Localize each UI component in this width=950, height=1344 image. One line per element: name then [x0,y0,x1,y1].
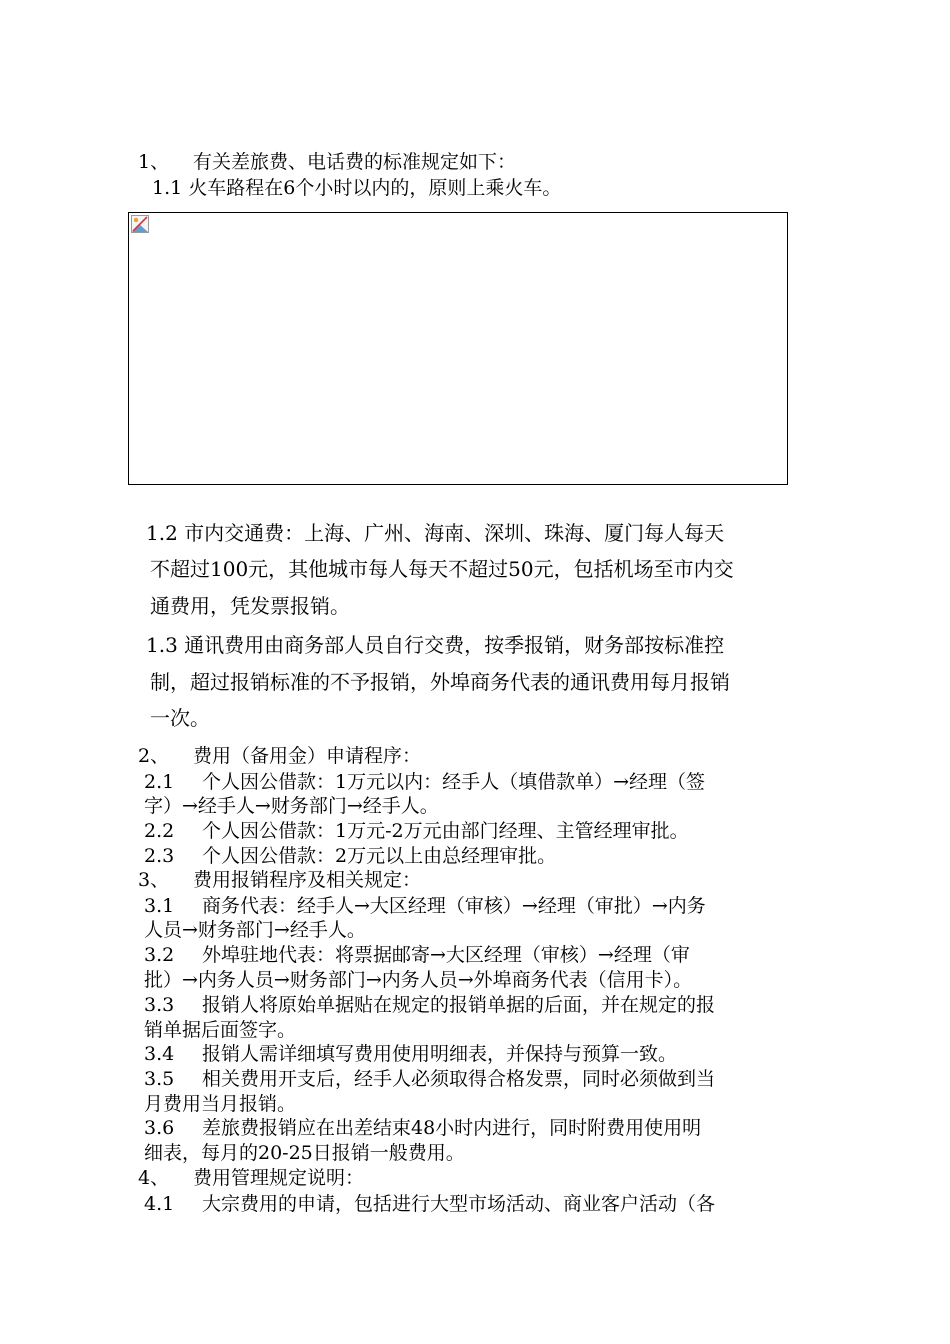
item-text: 大宗费用的申请，包括进行大型市场活动、商业客户活动（各 [202,1193,716,1215]
paragraph-1-1: 1.1 火车路程在6个小时以内的，原则上乘火车。 [152,177,562,199]
section-title: 费用管理规定说明： [193,1167,365,1189]
paragraph-3-5-line-2: 月费用当月报销。 [144,1093,297,1115]
section-title: 有关差旅费、电话费的标准规定如下： [193,151,517,173]
section-number: 2、 [138,745,170,767]
section-number: 4、 [138,1167,170,1189]
paragraph-2-1-line-2: 字）→经手人→财务部门→经手人。 [144,795,439,817]
section-title: 费用报销程序及相关规定： [193,869,422,891]
item-number: 3.6 [144,1117,175,1139]
image-placeholder [128,212,788,485]
item-number: 3.5 [144,1068,175,1090]
paragraph-1-3-line-3: 一次。 [150,706,210,730]
item-text-line-1: 相关费用开支后，经手人必须取得合格发票，同时必须做到当 [202,1068,716,1090]
paragraph-3-1-line-2: 人员→财务部门→经手人。 [144,919,366,941]
item-text: 个人因公借款：1万元-2万元由部门经理、主管经理审批。 [202,820,689,842]
item-number: 3.3 [144,994,175,1016]
item-number: 3.1 [144,895,175,917]
paragraph-1-2-line-1: 1.2 市内交通费：上海、广州、海南、深圳、珠海、厦门每人每天 [146,521,725,545]
paragraph-3-2-line-2: 批）→内务人员→财务部门→内务人员→外埠商务代表（信用卡）。 [144,969,693,991]
paragraph-1-2-line-3: 通费用，凭发票报销。 [150,594,350,618]
broken-image-icon [131,215,149,233]
item-number: 3.2 [144,944,175,966]
paragraph-1-3-line-1: 1.3 通讯费用由商务部人员自行交费，按季报销，财务部按标准控 [146,633,725,657]
item-number: 3.4 [144,1043,175,1065]
item-text: 个人因公借款：2万元以上由总经理审批。 [202,845,557,867]
section-number: 3、 [138,869,170,891]
item-text-line-1: 外埠驻地代表：将票据邮寄→大区经理（审核）→经理（审 [202,944,690,966]
item-text-line-1: 商务代表：经手人→大区经理（审核）→经理（审批）→内务 [202,895,706,917]
item-text-line-1: 报销人将原始单据贴在规定的报销单据的后面，并在规定的报 [202,994,716,1016]
paragraph-3-6-line-2: 细表，每月的20-25日报销一般费用。 [144,1142,465,1164]
item-number: 4.1 [144,1193,175,1215]
section-number: 1、 [138,151,170,173]
paragraph-3-3-line-2: 销单据后面签字。 [144,1019,297,1041]
paragraph-1-2-line-2: 不超过100元，其他城市每人每天不超过50元，包括机场至市内交 [150,557,734,581]
section-title: 费用（备用金）申请程序： [193,745,422,767]
item-text-line-1: 差旅费报销应在出差结束48小时内进行，同时附费用使用明 [202,1117,702,1139]
item-number: 2.1 [144,771,175,793]
paragraph-1-3-line-2: 制，超过报销标准的不予报销，外埠商务代表的通讯费用每月报销 [150,670,730,694]
item-text-line-1: 个人因公借款：1万元以内：经手人（填借款单）→经理（签 [202,771,706,793]
item-number: 2.3 [144,845,175,867]
item-number: 2.2 [144,820,175,842]
item-text: 报销人需详细填写费用使用明细表，并保持与预算一致。 [202,1043,678,1065]
